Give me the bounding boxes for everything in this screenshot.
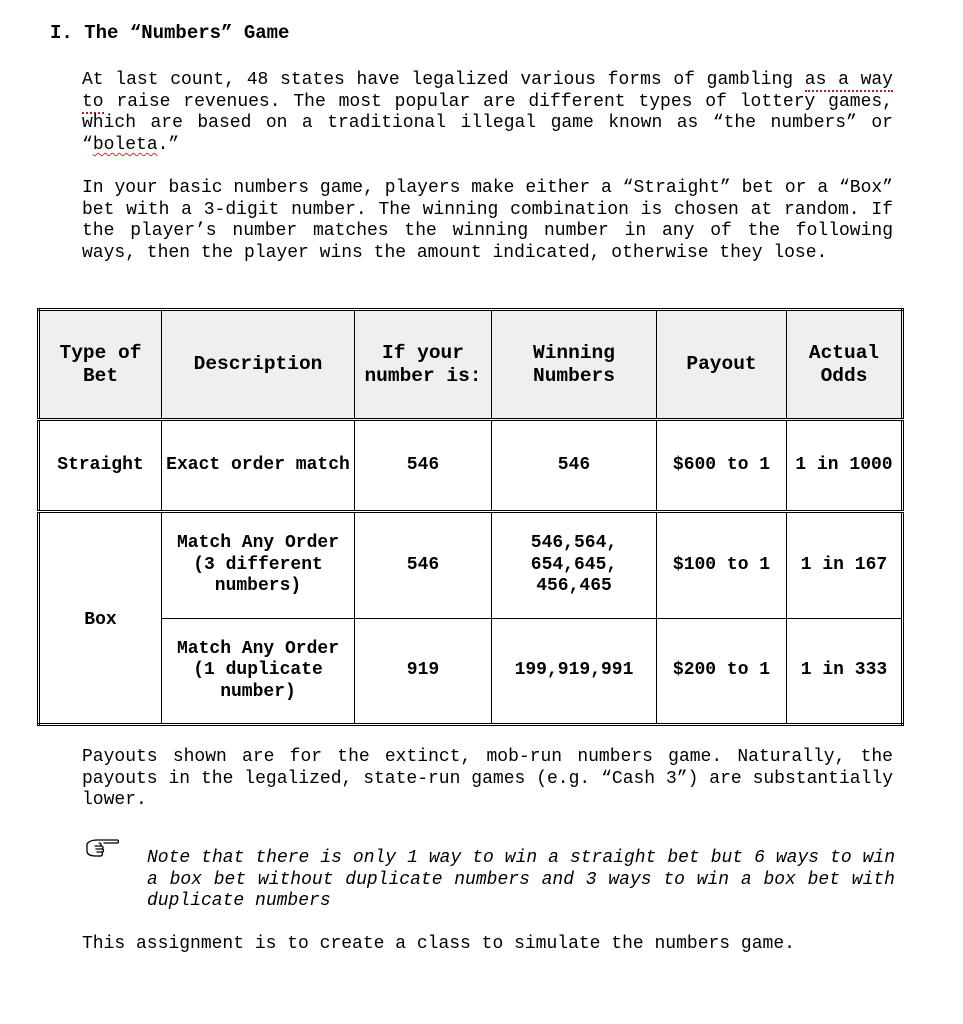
cell-description: Exact order match: [162, 420, 355, 512]
table-row-straight: [39, 420, 903, 512]
table-header-row: [39, 310, 903, 420]
intro-paragraph-2: In your basic numbers game, players make either a “Straight” bet or a “Box” bet with a 3-digit number. The winning combination is chosen at random. If the player’s number matches the winning number in any of the following ways, then the player wins the amount indicated, otherwise they lose.: [82, 178, 893, 264]
cell-your-number: 919: [355, 618, 492, 724]
cell-description: Match Any Order (3 different numbers): [162, 512, 355, 618]
cell-description: Match Any Order (1 duplicate number): [162, 618, 355, 724]
cell-payout: $200 to 1: [657, 618, 787, 724]
header-type-of-bet: Type of Bet: [39, 310, 162, 420]
intro-p1-text-c: .”: [157, 135, 180, 156]
note-text: Note that there is only 1 way to win a straight bet but 6 ways to win a box bet without duplicate numbers and 3 ways to win a box bet with duplicate numbers: [147, 848, 895, 912]
section-heading: I. The “Numbers” Game: [50, 22, 290, 44]
intro-p1-text-a: At last count, 48 states have legalized various forms of gambling: [82, 70, 805, 90]
cell-winning-numbers: 546,564, 654,645, 456,465: [492, 512, 657, 618]
table-row-box-different: [39, 512, 903, 618]
table-row-box-duplicate: [39, 618, 903, 724]
intro-paragraph-1: [82, 70, 893, 157]
header-actual-odds: Actual Odds: [787, 310, 903, 420]
payout-note-paragraph: Payouts shown are for the extinct, mob-run numbers game. Naturally, the payouts in the legalized, state-run games (e.g. “Cash 3”) are substantially lower.: [82, 747, 893, 811]
cell-odds: 1 in 1000: [787, 420, 903, 512]
header-winning-numbers: Winning Numbers: [492, 310, 657, 420]
closing-paragraph: This assignment is to create a class to simulate the numbers game.: [82, 934, 795, 954]
cell-winning-numbers: 546: [492, 420, 657, 512]
cell-bet-type: Straight: [39, 420, 162, 512]
cell-odds: 1 in 167: [787, 512, 903, 618]
cell-payout: $600 to 1: [657, 420, 787, 512]
cell-odds: 1 in 333: [787, 618, 903, 724]
intro-p1-text-b: raise revenues. The most popular are different types of lottery games, which are based on a traditional illegal game known as “the numbers” or “: [82, 91, 893, 156]
header-payout: Payout: [657, 310, 787, 420]
grammar-marked-phrase[interactable]: as a way to: [82, 70, 893, 112]
cell-bet-type-box: Box: [39, 512, 162, 725]
cell-payout: $100 to 1: [657, 512, 787, 618]
cell-your-number: 546: [355, 420, 492, 512]
pointing-hand-icon: [84, 835, 120, 859]
cell-your-number: 546: [355, 512, 492, 618]
cell-winning-numbers: 199,919,991: [492, 618, 657, 724]
bet-types-table: [37, 308, 904, 726]
header-description: Description: [162, 310, 355, 420]
spelling-marked-word[interactable]: boleta: [92, 135, 158, 156]
header-your-number: If your number is:: [355, 310, 492, 420]
